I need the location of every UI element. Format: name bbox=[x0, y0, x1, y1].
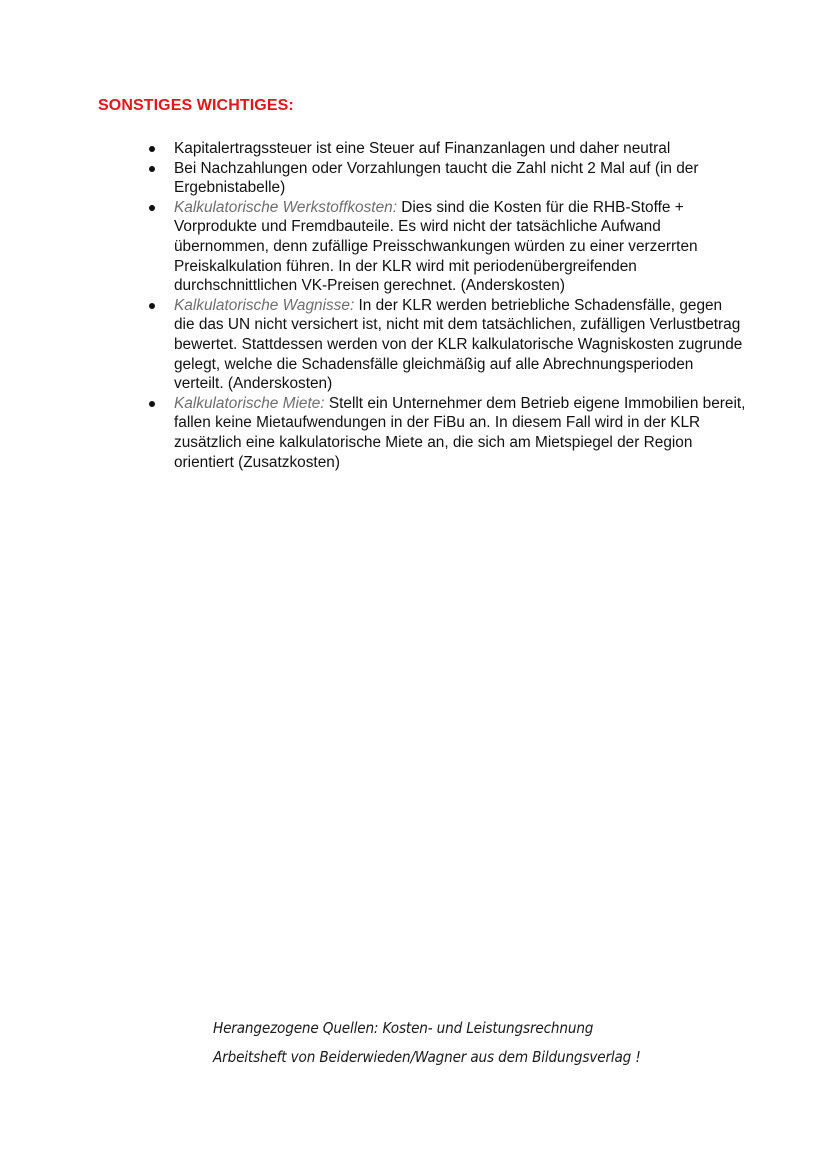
bullet-term: Kalkulatorische Werkstoffkosten: bbox=[174, 198, 397, 216]
footer-line-sources: Herangezogene Quellen: Kosten- und Leistungsrechnung bbox=[213, 1019, 594, 1037]
bullet-text: Stellt ein Unternehmer dem Betrieb eigene Immobilien bereit, fallen keine Mietaufwendungen in der FiBu an. In diesem Fall wird in der KLR zusätzlich eine kalkulatorische Miete an, die sich am Mietspiegel der Region orientiert (Zusatzkosten) bbox=[174, 394, 746, 471]
bullet-term: Kalkulatorische Wagnisse: bbox=[174, 296, 355, 314]
bullet-icon bbox=[149, 401, 155, 407]
bullet-item-nachzahlungen bbox=[146, 159, 746, 198]
bullet-text: Kapitalertragssteuer ist eine Steuer auf Finanzanlagen und daher neutral bbox=[174, 140, 671, 157]
footer-line-publisher: Arbeitsheft von Beiderwieden/Wagner aus dem Bildungsverlag ! bbox=[213, 1048, 641, 1066]
bullet-icon bbox=[149, 166, 155, 172]
bullet-icon bbox=[149, 303, 155, 309]
bullet-text: In der KLR werden betriebliche Schadensfälle, gegen die das UN nicht versichert ist, nicht mit dem tatsächlichen, zufälligen Verlustbetrag bewertet. Stattdessen werden von der KLR kalkulatorische Wagniskosten zugrunde gelegt, welche die Schadensfälle gleichmäßig auf alle Abrechnungsperioden verteilt. (Anderskosten) bbox=[174, 296, 743, 393]
section-heading: SONSTIGES WICHTIGES: bbox=[98, 97, 294, 114]
sources-footer bbox=[213, 1014, 641, 1072]
bullet-text: Dies sind die Kosten für die RHB-Stoffe + Vorprodukte und Fremdbauteile. Es wird nicht der tatsächliche Aufwand übernommen, denn zufällige Preisschwankungen würden zu einer verzerrten Preiskalkulation führen. In der KLR wird mit periodenübergreifenden durchschnittlichen VK-Preisen gerechnet. (Anderskosten) bbox=[174, 198, 698, 295]
bullet-icon bbox=[149, 146, 155, 152]
bullet-term: Kalkulatorische Miete: bbox=[174, 394, 325, 412]
bullet-text: Bei Nachzahlungen oder Vorzahlungen taucht die Zahl nicht 2 Mal auf (in der Ergebnistabelle) bbox=[174, 159, 699, 197]
bullet-item-kapitalertragssteuer bbox=[146, 139, 746, 159]
bullet-item-miete bbox=[146, 394, 746, 472]
bullet-item-wagnisse bbox=[146, 296, 746, 394]
bullet-item-werkstoffkosten bbox=[146, 198, 746, 296]
info-bullet-list bbox=[146, 139, 746, 472]
bullet-icon bbox=[149, 205, 155, 211]
